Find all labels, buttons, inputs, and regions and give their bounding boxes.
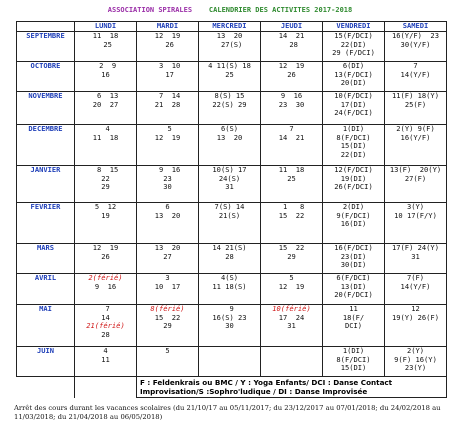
day-cell-samedi <box>385 274 447 305</box>
session-dates: 12(F/DCI) 19(DI) 26(F/DCI) <box>334 165 373 192</box>
month-row <box>17 166 447 203</box>
day-cell-samedi <box>385 166 447 203</box>
month-label: DECEMBRE <box>17 125 75 166</box>
session-dates: 17 24 31 <box>278 312 305 331</box>
day-cell-lundi <box>75 166 137 203</box>
session-dates: 6(F/DCI) 13(DI) 20(F/DCI) <box>334 273 373 300</box>
day-cell-samedi <box>385 92 447 125</box>
session-dates: 4 11(S) 18 25 <box>208 61 251 79</box>
month-label: JUIN <box>17 347 75 377</box>
day-cell-mercredi <box>199 274 261 305</box>
day-cell-mercredi <box>199 305 261 347</box>
session-dates: 11 18 25 <box>278 165 305 183</box>
day-cell-mercredi <box>199 32 261 62</box>
session-dates: 4 11 <box>101 346 110 364</box>
session-dates: 11(F) 18(Y) 25(F) <box>392 91 439 109</box>
session-dates: 3 10 17 <box>154 273 181 291</box>
month-row <box>17 92 447 125</box>
day-header-lundi: LUNDI <box>75 22 137 32</box>
day-cell-vendredi <box>323 203 385 244</box>
session-dates: 5 12 19 <box>154 124 181 142</box>
session-dates: 9 16(S) 23 30 <box>212 304 247 331</box>
day-cell-lundi <box>75 203 137 244</box>
day-cell-vendredi <box>323 305 385 347</box>
day-cell-jeudi <box>261 166 323 203</box>
day-cell-mercredi <box>199 244 261 274</box>
session-dates: 7(S) 14 21(S) <box>214 202 245 220</box>
day-cell-jeudi <box>261 305 323 347</box>
session-dates: 13 20 27 <box>154 243 181 261</box>
session-dates: 14 21 28 <box>278 31 305 49</box>
session-dates: 11 18 25 <box>92 31 119 49</box>
day-cell-jeudi <box>261 203 323 244</box>
month-label: JANVIER <box>17 166 75 203</box>
association-name: ASSOCIATION SPIRALES <box>107 6 193 14</box>
month-row <box>17 62 447 92</box>
session-dates: 28 <box>101 329 110 339</box>
day-cell-jeudi <box>261 125 323 166</box>
session-dates: 10(S) 17 24(S) 31 <box>212 165 247 192</box>
day-cell-jeudi <box>261 347 323 377</box>
session-dates: 12 19 26 <box>92 243 119 261</box>
day-cell-vendredi <box>323 62 385 92</box>
month-label: AVRIL <box>17 274 75 305</box>
month-row <box>17 203 447 244</box>
day-cell-mardi <box>137 32 199 62</box>
session-dates: 1 8 15 22 <box>278 202 305 220</box>
session-dates: 7 14(Y/F) <box>400 61 431 79</box>
day-cell-lundi <box>75 274 137 305</box>
day-cell-mardi <box>137 347 199 377</box>
day-cell-jeudi <box>261 32 323 62</box>
day-cell-mardi <box>137 166 199 203</box>
day-cell-samedi <box>385 62 447 92</box>
activity-calendar <box>16 21 447 398</box>
month-row <box>17 274 447 305</box>
session-dates: 3(Y) 10 17(F/Y) <box>394 202 437 220</box>
legend-row <box>17 377 447 398</box>
day-cell-vendredi <box>323 347 385 377</box>
day-cell-vendredi <box>323 92 385 125</box>
session-dates: 7(F) 14(Y/F) <box>400 273 431 291</box>
month-row <box>17 125 447 166</box>
session-dates: 14 21(S) 28 <box>212 243 247 261</box>
day-cell-mardi <box>137 125 199 166</box>
day-cell-samedi <box>385 32 447 62</box>
legend-spacer <box>17 377 75 398</box>
session-dates: 8(S) 15 22(S) 29 <box>212 91 247 109</box>
day-cell-lundi <box>75 244 137 274</box>
page-title <box>0 6 460 14</box>
day-header-jeudi: JEUDI <box>261 22 323 32</box>
month-label: NOVEMBRE <box>17 92 75 125</box>
month-row <box>17 347 447 377</box>
session-dates: 9 16 23 30 <box>158 165 181 192</box>
day-cell-mercredi <box>199 166 261 203</box>
session-dates: 15(F/DCI) 22(DI) 29 (F/DCI) <box>332 31 375 58</box>
legend-line: F : Feldenkrais ou BMC / Y : Yoga Enfants/ DCI : Danse Contact <box>140 378 393 387</box>
session-dates: 7 14 <box>101 304 110 322</box>
month-row <box>17 244 447 274</box>
legend-line: Improvisation/S :Sophro'ludique / DI : Danse Improvisée <box>140 387 368 396</box>
month-label: OCTOBRE <box>17 62 75 92</box>
session-dates: 11 18(F/ DCI) <box>342 304 365 331</box>
session-dates: 12 19 26 <box>154 31 181 49</box>
day-cell-jeudi <box>261 244 323 274</box>
session-dates: 4(S) 11 18(S) <box>212 273 247 291</box>
day-cell-lundi <box>75 62 137 92</box>
day-cell-mardi <box>137 244 199 274</box>
day-header-mercredi: MERCREDI <box>199 22 261 32</box>
month-label: SEPTEMBRE <box>17 32 75 62</box>
header-row <box>17 22 447 32</box>
day-cell-lundi <box>75 305 137 347</box>
day-cell-mercredi <box>199 347 261 377</box>
month-label: FEVRIER <box>17 203 75 244</box>
session-dates: 16(Y/F) 23 30(Y/F) <box>392 31 439 49</box>
day-cell-vendredi <box>323 244 385 274</box>
session-dates: 12 19(Y) 26(F) <box>392 304 439 322</box>
day-cell-samedi <box>385 203 447 244</box>
session-dates: 5 12 19 <box>278 273 305 291</box>
day-cell-mardi <box>137 92 199 125</box>
session-dates: 13 20 27(S) <box>216 31 243 49</box>
day-cell-mardi <box>137 203 199 244</box>
day-header-vendredi: VENDREDI <box>323 22 385 32</box>
session-dates: 5 12 19 <box>94 202 117 220</box>
calendar-title: CALENDRIER DES ACTIVITES 2017-2018 <box>208 6 353 14</box>
session-dates: 9 16 <box>94 281 117 291</box>
day-cell-jeudi <box>261 62 323 92</box>
day-cell-mardi <box>137 305 199 347</box>
month-row <box>17 32 447 62</box>
session-dates: 9 16 23 30 <box>278 91 305 109</box>
day-cell-lundi <box>75 125 137 166</box>
session-dates: 13(F) 20(Y) 27(F) <box>389 165 442 183</box>
day-cell-lundi <box>75 347 137 377</box>
month-row <box>17 305 447 347</box>
holiday-note: Arrêt des cours durant les vacances scolaires (du 21/10/17 au 05/11/2017; du 23/12/2017 au 07/01/2018; du 24/02/2018 au 11/03/2018; du 21/04/2018 au 06/05/2018) <box>14 404 441 421</box>
day-cell-lundi <box>75 32 137 62</box>
session-dates: 1(DI) 8(F/DCI) 15(DI) 22(DI) <box>336 124 371 159</box>
session-dates: 1(DI) 8(F/DCI) 15(DI) <box>336 346 371 373</box>
day-cell-vendredi <box>323 125 385 166</box>
session-dates: 4 11 18 <box>92 124 119 142</box>
session-dates: 5 <box>165 346 170 355</box>
holiday-date: 2(férié) <box>88 273 123 282</box>
day-cell-mercredi <box>199 203 261 244</box>
day-cell-samedi <box>385 305 447 347</box>
day-cell-lundi <box>75 92 137 125</box>
session-dates: 8 15 22 29 <box>96 165 119 192</box>
session-dates: 12 19 26 <box>278 61 305 79</box>
session-dates: 7 14 21 28 <box>154 91 181 109</box>
corner-cell <box>17 22 75 32</box>
session-dates: 7 14 21 <box>278 124 305 142</box>
month-label: MARS <box>17 244 75 274</box>
day-cell-vendredi <box>323 32 385 62</box>
day-header-samedi: SAMEDI <box>385 22 447 32</box>
day-cell-samedi <box>385 125 447 166</box>
session-dates: 15 22 29 <box>278 243 305 261</box>
day-cell-samedi <box>385 347 447 377</box>
month-label: MAI <box>17 305 75 347</box>
session-dates: 2(Y) 9(F) 16(Y) 23(Y) <box>394 346 437 373</box>
legend <box>137 377 447 398</box>
holiday-date: 8(férié) <box>150 304 185 313</box>
day-cell-jeudi <box>261 92 323 125</box>
session-dates: 2 9 16 <box>99 61 117 79</box>
session-dates: 2(Y) 9(F) 16(Y/F) <box>396 124 435 142</box>
day-cell-mardi <box>137 62 199 92</box>
session-dates: 6(DI) 13(F/DCI) 20(DI) <box>334 61 373 88</box>
session-dates: 6(S) 13 20 <box>216 124 243 142</box>
day-cell-mercredi <box>199 62 261 92</box>
session-dates: 2(DI) 9(F/DCI) 16(DI) <box>336 202 371 229</box>
holiday-date: 10(férié) <box>272 304 311 313</box>
day-header-mardi: MARDI <box>137 22 199 32</box>
day-cell-jeudi <box>261 274 323 305</box>
day-cell-samedi <box>385 244 447 274</box>
day-cell-mardi <box>137 274 199 305</box>
legend-spacer <box>75 377 137 398</box>
calendar-body <box>17 32 447 377</box>
session-dates: 3 10 17 <box>158 61 181 79</box>
session-dates: 16(F/DCI) 23(DI) 30(DI) <box>334 243 373 270</box>
day-cell-vendredi <box>323 166 385 203</box>
day-cell-mercredi <box>199 125 261 166</box>
day-cell-mercredi <box>199 92 261 125</box>
session-dates: 6 13 20 <box>154 202 181 220</box>
session-dates: 17(F) 24(Y) 31 <box>392 243 439 261</box>
day-cell-vendredi <box>323 274 385 305</box>
session-dates: 15 22 29 <box>154 312 181 331</box>
session-dates: 10(F/DCI) 17(DI) 24(F/DCI) <box>334 91 373 118</box>
holiday-date: 21(férié) <box>86 321 125 331</box>
session-dates: 6 13 20 27 <box>92 91 119 109</box>
